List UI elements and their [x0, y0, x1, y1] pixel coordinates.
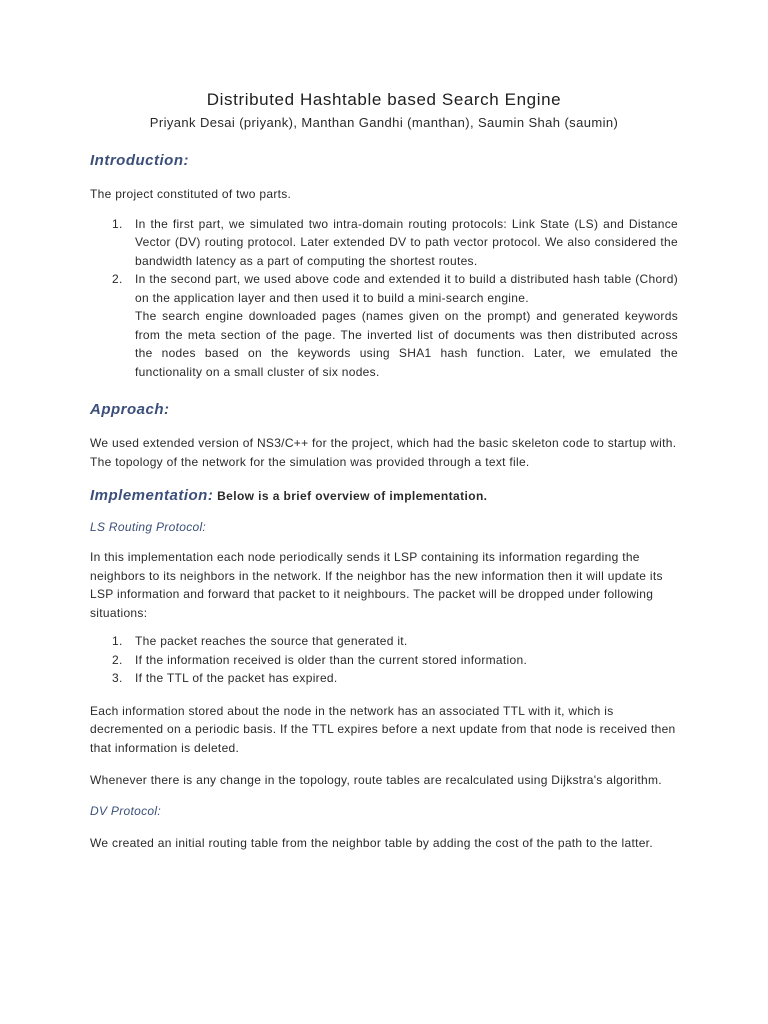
list-item: [90, 669, 678, 688]
list-item-text: If the information received is older than the current stored information.: [135, 652, 528, 667]
introduction-list: [90, 215, 678, 382]
list-item-text: In the first part, we simulated two intra-domain routing protocols: Link State (LS) and Distance Vector (DV) routing protocol. Later extended DV to path vector protocol. We also considered the bandwidth latency as a part of computing the shortest routes.: [135, 216, 678, 268]
drop-situations-list: [90, 632, 678, 688]
ls-routing-text: In this implementation each node periodically sends it LSP containing its information regarding the neighbors to its neighbors in the network. If the neighbor has the new information then it will update its LSP information and forward that packet to it neighbours. The packet will be dropped under following situations:: [90, 550, 663, 620]
list-number: 1.: [112, 634, 123, 648]
introduction-lead: The project constituted of two parts.: [90, 187, 292, 201]
ttl-paragraph: Each information stored about the node in the network has an associated TTL with it, which is decremented on a periodic basis. If the TTL expires before a next update from that node is received then that information is deleted.: [90, 703, 676, 755]
list-item-text: In the second part, we used above code and extended it to build a distributed hash table (Chord) on the application layer and then used it to build a mini-search engine.: [135, 272, 678, 305]
implementation-note: Below is a brief overview of implementation.: [213, 489, 488, 503]
list-number: 3.: [112, 671, 123, 685]
document-authors: Priyank Desai (priyank), Manthan Gandhi (manthan), Saumin Shah (saumin): [149, 115, 619, 130]
implementation-heading-label: Implementation:: [90, 487, 214, 504]
list-item-continuation: The search engine downloaded pages (names given on the prompt) and generated keywords from the meta section of the page. The inverted list of documents was then distributed across the nodes based on the keywords using SHA1 hash function. Later, we emulated the functionality on a small cluster of six nodes.: [135, 309, 678, 379]
list-item: [90, 632, 678, 651]
implementation-heading: [90, 487, 678, 504]
introduction-heading: Introduction:: [90, 152, 189, 169]
list-number: 2.: [112, 272, 123, 286]
dijkstra-paragraph: Whenever there is any change in the topology, route tables are recalculated using Dijkstra's algorithm.: [90, 773, 662, 787]
list-item-text: If the TTL of the packet has expired.: [135, 671, 338, 685]
list-number: 2.: [112, 652, 123, 667]
approach-heading: Approach:: [90, 401, 170, 418]
list-number: 1.: [112, 216, 123, 231]
list-item: [90, 270, 678, 381]
ls-routing-heading: LS Routing Protocol:: [90, 520, 207, 534]
dv-protocol-text: We created an initial routing table from the neighbor table by adding the cost of the path to the latter.: [90, 835, 653, 850]
list-item: [90, 651, 678, 670]
list-item: [90, 215, 678, 271]
approach-text: We used extended version of NS3/C++ for the project, which had the basic skeleton code to startup with. The topology of the network for the simulation was provided through a text file.: [90, 436, 677, 469]
dv-protocol-heading: DV Protocol:: [90, 803, 161, 818]
list-item-text: The packet reaches the source that generated it.: [135, 634, 408, 648]
document-title: Distributed Hashtable based Search Engine: [206, 90, 562, 109]
